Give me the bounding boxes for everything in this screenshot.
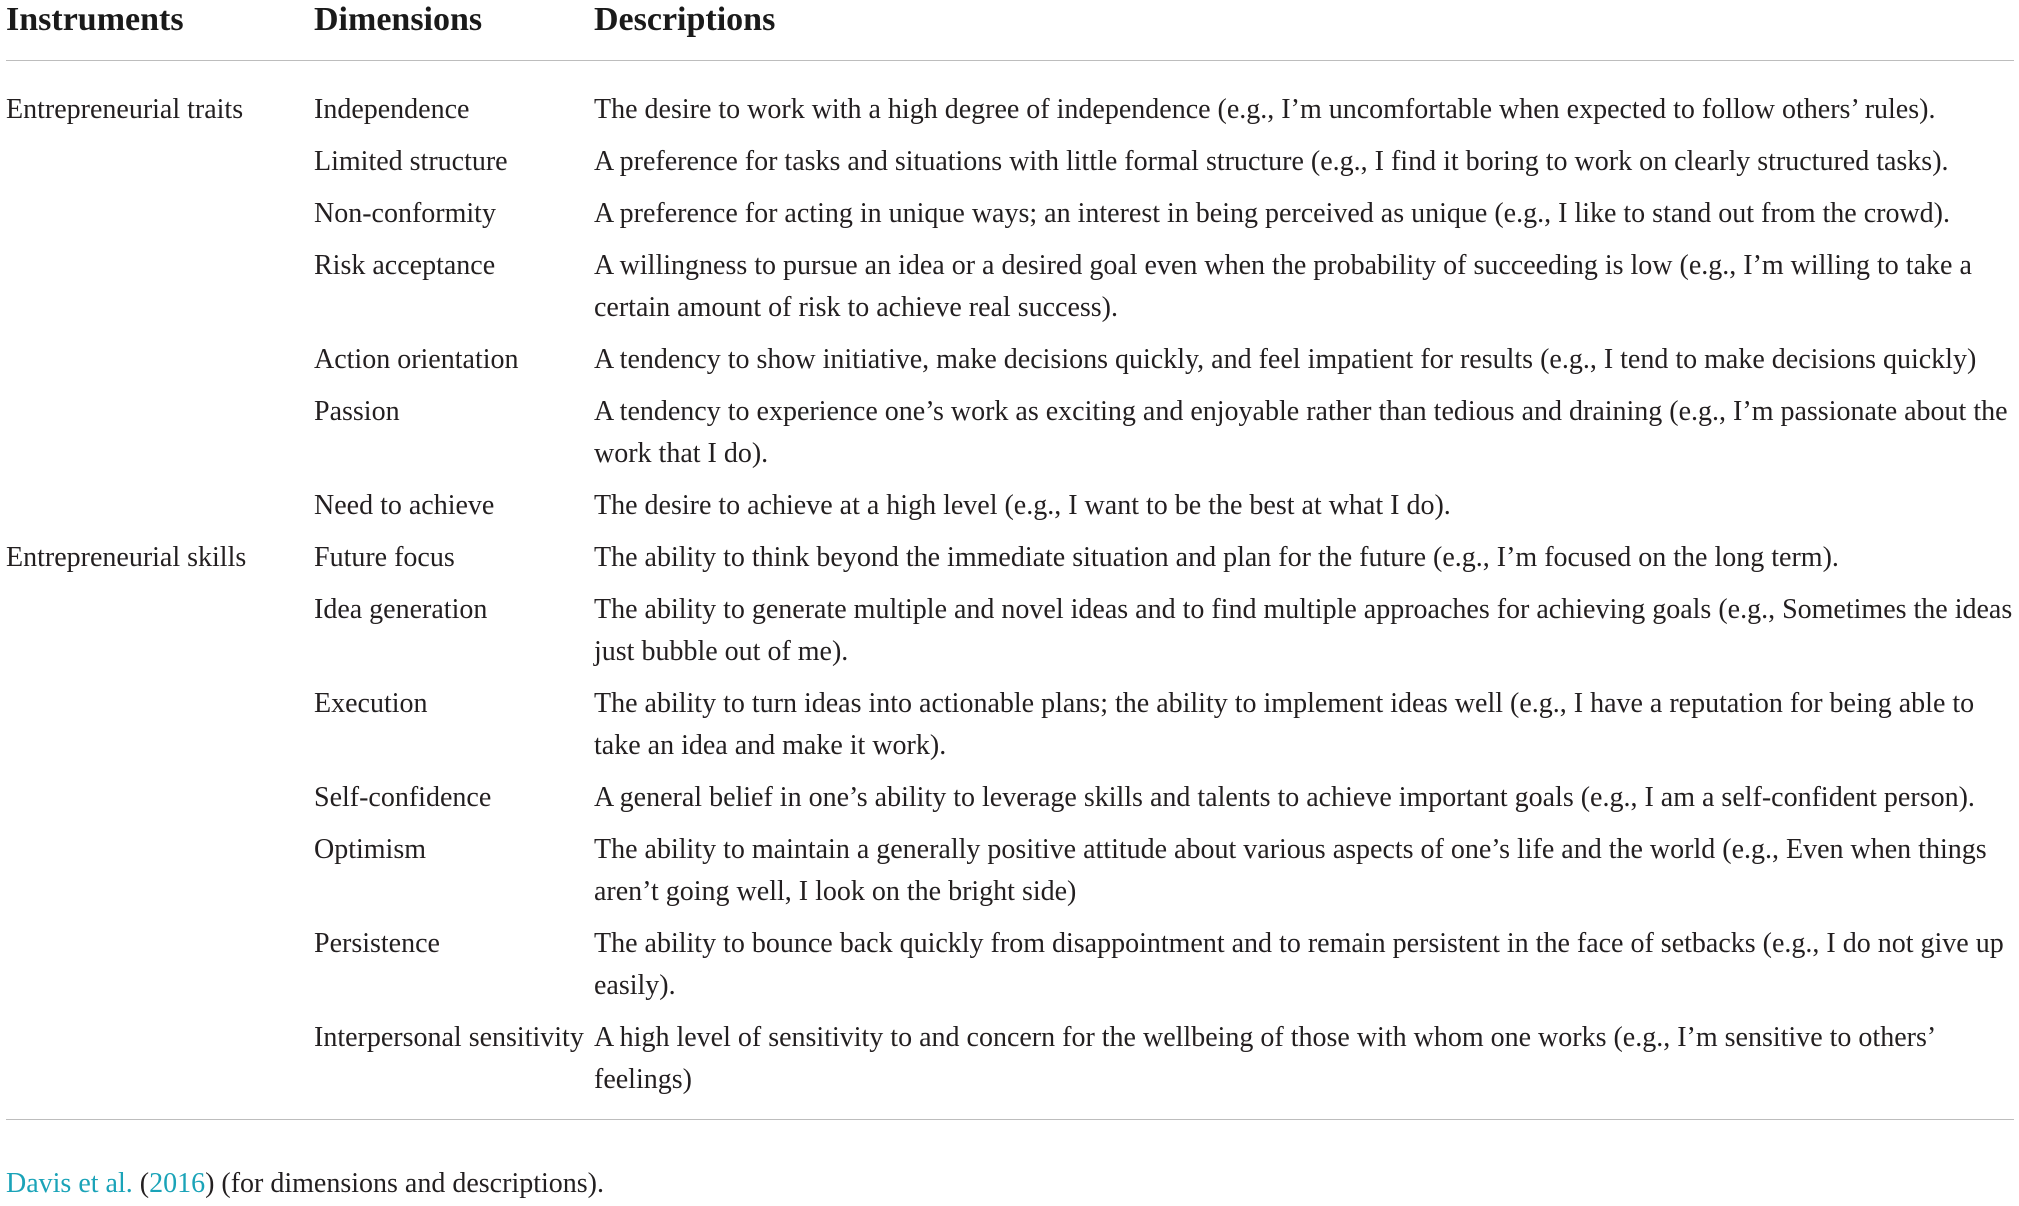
instrument-cell: Entrepreneurial traits (6, 94, 244, 125)
instrument-cell (6, 339, 314, 391)
description-cell: The desire to work with a high degree of independence (e.g., I’m uncomfortable when expected to follow others’ rules). (594, 94, 1936, 125)
dimension-cell: Risk acceptance (314, 250, 496, 281)
table-row (6, 683, 2014, 777)
table-row (6, 829, 2014, 923)
description-cell: A tendency to experience one’s work as exciting and enjoyable rather than tedious and draining (e.g., I’m passionate about the work that I do). (594, 396, 2008, 469)
dimension-cell: Persistence (314, 928, 440, 959)
footnote-text: ) (for dimensions and descriptions). (205, 1168, 604, 1199)
header-row (6, 0, 2014, 61)
instrument-cell (6, 777, 314, 829)
table-row (6, 61, 2014, 142)
dimension-cell: Self-confidence (314, 782, 492, 813)
dimension-cell: Passion (314, 396, 400, 427)
dimension-cell: Execution (314, 688, 428, 719)
dimension-cell: Action orientation (314, 344, 519, 375)
table-body (6, 61, 2014, 1120)
instrument-cell: Entrepreneurial skills (6, 542, 247, 573)
description-cell: A high level of sensitivity to and concern for the wellbeing of those with whom one works (e.g., I’m sensitive to others’ feelings) (594, 1017, 2014, 1120)
description-cell: A willingness to pursue an idea or a desired goal even when the probability of succeeding is low (e.g., I’m willing to take a certain amount of risk to achieve real success). (594, 250, 1972, 323)
table-row (6, 1017, 2014, 1120)
description-cell: The desire to achieve at a high level (e.g., I want to be the best at what I do). (594, 490, 1451, 521)
table-row (6, 339, 2014, 391)
table-row (6, 193, 2014, 245)
header-dimensions: Dimensions (314, 0, 594, 61)
instrument-cell (6, 923, 314, 1017)
table-row (6, 245, 2014, 339)
table-footnote (6, 1167, 604, 1201)
table-row (6, 777, 2014, 829)
table-row (6, 141, 2014, 193)
description-cell: The ability to turn ideas into actionable plans; the ability to implement ideas well (e.g., I have a reputation for being able to take an idea and make it work). (594, 688, 1975, 761)
header-instruments: Instruments (6, 0, 314, 61)
dimension-cell: Idea generation (314, 594, 488, 625)
dimension-cell: Independence (314, 94, 470, 125)
header-descriptions: Descriptions (594, 0, 2014, 61)
instruments-table (6, 0, 2014, 1120)
description-cell: A general belief in one’s ability to leverage skills and talents to achieve important goals (e.g., I am a self-confident person). (594, 782, 1975, 813)
footnote-open-paren: ( (132, 1168, 150, 1199)
description-cell: A preference for tasks and situations with little formal structure (e.g., I find it boring to work on clearly structured tasks). (594, 146, 1949, 177)
description-cell: The ability to think beyond the immediate situation and plan for the future (e.g., I’m focused on the long term). (594, 542, 1839, 573)
dimension-cell: Limited structure (314, 146, 508, 177)
description-cell: The ability to maintain a generally positive attitude about various aspects of one’s life and the world (e.g., Even when things aren’t going well, I look on the bright side) (594, 834, 1987, 907)
instrument-cell (6, 141, 314, 193)
instrument-cell (6, 391, 314, 485)
instrument-cell (6, 683, 314, 777)
description-cell: A preference for acting in unique ways; an interest in being perceived as unique (e.g., I like to stand out from the crowd). (594, 198, 1950, 229)
instrument-cell (6, 829, 314, 923)
description-cell: The ability to bounce back quickly from disappointment and to remain persistent in the face of setbacks (e.g., I do not give up easily). (594, 928, 2004, 1001)
instrument-cell (6, 589, 314, 683)
description-cell: The ability to generate multiple and novel ideas and to find multiple approaches for achieving goals (e.g., Sometimes the ideas just bubble out of me). (594, 594, 2013, 667)
author-reference-link[interactable]: Davis et al. (6, 1168, 133, 1199)
table-row (6, 391, 2014, 485)
instrument-cell (6, 485, 314, 537)
table-container (6, 0, 2014, 1120)
description-cell: A tendency to show initiative, make decisions quickly, and feel impatient for results (e.g., I tend to make decisions quickly) (594, 344, 1977, 375)
table-row (6, 537, 2014, 589)
dimension-cell: Non-conformity (314, 198, 496, 229)
table-row (6, 923, 2014, 1017)
table-header (6, 0, 2014, 61)
table-row (6, 589, 2014, 683)
table-row (6, 485, 2014, 537)
instrument-cell (6, 193, 314, 245)
dimension-cell: Future focus (314, 542, 455, 573)
dimension-cell: Need to achieve (314, 490, 495, 521)
instrument-cell (6, 245, 314, 339)
dimension-cell: Optimism (314, 834, 427, 865)
dimension-cell: Interpersonal sensitivity (314, 1017, 594, 1120)
instrument-cell (6, 1017, 314, 1120)
year-reference-link[interactable]: 2016 (149, 1168, 206, 1199)
